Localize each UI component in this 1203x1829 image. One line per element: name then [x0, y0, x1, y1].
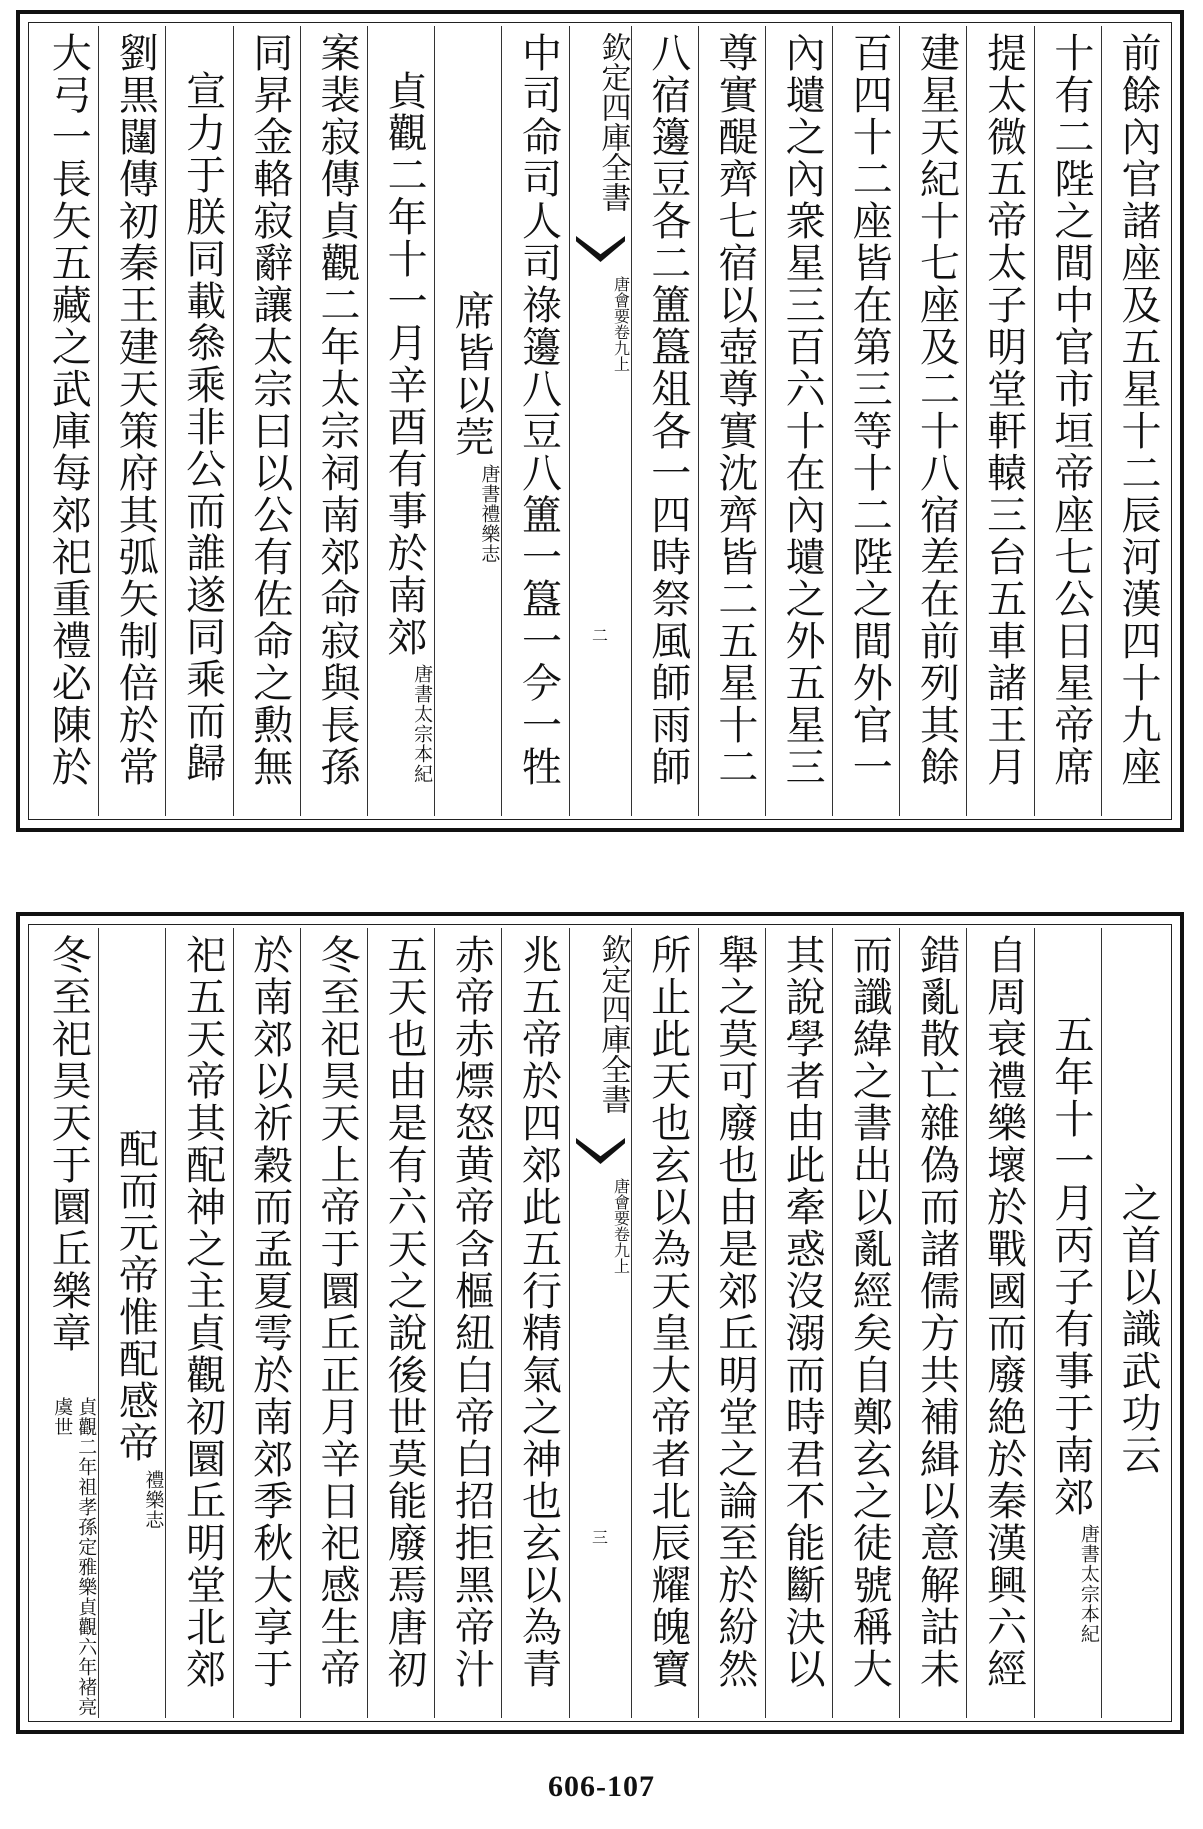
text-column [832, 928, 899, 1718]
text-column [631, 26, 698, 816]
text-column [300, 928, 367, 1718]
text-column [434, 26, 501, 816]
text-column [233, 26, 300, 816]
column-text: 尊實醍齊七宿以壺尊實沈齊皆二五星十二 [711, 32, 758, 788]
column-text: 宣力于朕同載叅乘非公而誰遂同乘而歸 [179, 70, 226, 784]
column-text: 十有二陛之間中官市垣帝座七公日星帝席 [1047, 32, 1094, 788]
column-text: 之首以識武功云 [1115, 1182, 1161, 1476]
column-text: 所止此天也玄以為天皇大帝者北辰耀魄寶 [644, 934, 691, 1690]
column-text: 前餘內官諸座及五星十二辰河漢四十九座 [1115, 32, 1161, 788]
column-text: 赤帝赤熛怒黄帝含樞紐白帝白招拒黑帝汁 [448, 934, 495, 1690]
column-text: 提太微五帝太子明堂軒轅三台五車諸王月 [980, 32, 1027, 788]
text-column [1034, 928, 1101, 1718]
text-column [165, 26, 232, 816]
column-text: 百四十二座皆在第三等十二陛之間外官一 [846, 32, 893, 788]
text-column [32, 928, 98, 1718]
text-column [165, 928, 232, 1718]
column-text: 其說學者由此牽惑沒溺而時君不能斷決以 [779, 934, 826, 1690]
page-number: 606-107 [548, 1770, 655, 1803]
text-column [98, 26, 165, 816]
top-text-columns [32, 26, 1168, 816]
column-text: 五年十一月丙子有事于南郊 [1047, 1014, 1094, 1518]
column-text: 八宿籩豆各二簠簋俎各一四時祭風師雨師 [644, 32, 691, 788]
text-column [966, 26, 1033, 816]
text-column [367, 26, 434, 816]
column-text: 舉之莫可廢也由是郊丘明堂之論至於紛然 [711, 934, 758, 1690]
source-note: 貞觀二年祖孝孫定雅樂貞觀六年褚亮虞世 [51, 1397, 98, 1718]
column-text: 配而元帝惟配感帝 [112, 1128, 159, 1464]
column-text: 錯亂散亡雜偽而諸儒方共補緝以意解詁未 [913, 934, 960, 1690]
text-column [367, 928, 434, 1718]
text-column [1101, 26, 1168, 816]
text-column [233, 928, 300, 1718]
column-text: 冬至祀昊天于圜丘樂章 [45, 934, 92, 1354]
gutter-book-title: 欽定四庫全書 [595, 32, 631, 212]
bottom-page-panel [16, 912, 1184, 1734]
top-page-panel [16, 10, 1184, 832]
source-note: 禮樂志 [142, 1470, 165, 1530]
column-text: 席皆以莞 [448, 290, 495, 458]
source-note: 唐書禮樂志 [478, 464, 501, 564]
column-text: 建星天紀十七座及二十八宿差在前列其餘 [913, 32, 960, 788]
fishtail-mark-icon [576, 1138, 625, 1164]
text-column [501, 26, 568, 816]
column-text: 同昇金輅寂辭讓太宗曰以公有佐命之勲無 [246, 32, 293, 788]
text-column [32, 26, 98, 816]
text-column [1034, 26, 1101, 816]
column-text: 兆五帝於四郊此五行精氣之神也玄以為青 [515, 934, 562, 1690]
fishtail-mark-icon [576, 236, 625, 262]
text-column [698, 928, 765, 1718]
text-column [300, 26, 367, 816]
column-text: 內壝之內衆星三百六十在內壝之外五星三 [779, 32, 826, 788]
gutter-book-title: 欽定四庫全書 [595, 934, 631, 1114]
column-text: 貞觀二年十一月辛酉有事於南郊 [381, 70, 428, 658]
gutter-volume-label: 唐會要卷九上 [611, 276, 631, 372]
column-text: 劉黒闥傳初秦王建天策府其弧矢制倍於常 [112, 32, 159, 788]
source-note: 唐書太宗本紀 [1077, 1524, 1100, 1644]
gutter-leaf-number: 二 [591, 626, 608, 645]
column-text: 冬至祀昊天上帝于圜丘正月辛日祀感生帝 [313, 934, 360, 1690]
text-column [631, 928, 698, 1718]
text-column [501, 928, 568, 1718]
gutter-volume-label: 唐會要卷九上 [611, 1178, 631, 1274]
column-text: 中司命司人司祿籩八豆八簠一簋一𫝆一牲 [515, 32, 562, 788]
bottom-text-columns [32, 928, 1168, 1718]
text-column [765, 928, 832, 1718]
source-note: 唐書太宗本紀 [411, 664, 434, 784]
text-column [765, 26, 832, 816]
column-text: 五天也由是有六天之說後世莫能廢焉唐初 [381, 934, 428, 1690]
column-text: 祀五天帝其配神之主貞觀初圜丘明堂北郊 [179, 934, 226, 1690]
text-column [434, 928, 501, 1718]
column-text: 大弓一長矢五藏之武庫每郊祀重禮必陳於 [45, 32, 92, 788]
column-text: 而讖緯之書出以亂經矣自鄭玄之徒號稱大 [846, 934, 893, 1690]
text-column [698, 26, 765, 816]
text-column [966, 928, 1033, 1718]
gutter-leaf-number: 三 [591, 1528, 608, 1547]
fold-gutter [569, 26, 631, 816]
text-column [98, 928, 165, 1718]
text-column [899, 26, 966, 816]
column-text: 自周衰禮樂壞於戰國而廢絶於秦漢興六經 [980, 934, 1027, 1690]
column-text: 於南郊以祈穀而孟夏雩於南郊季秋大享于 [246, 934, 293, 1690]
column-text: 案裴寂傳貞觀二年太宗祠南郊命寂與長孫 [313, 32, 360, 788]
text-column [1101, 928, 1168, 1718]
fold-gutter [569, 928, 631, 1718]
text-column [832, 26, 899, 816]
text-column [899, 928, 966, 1718]
